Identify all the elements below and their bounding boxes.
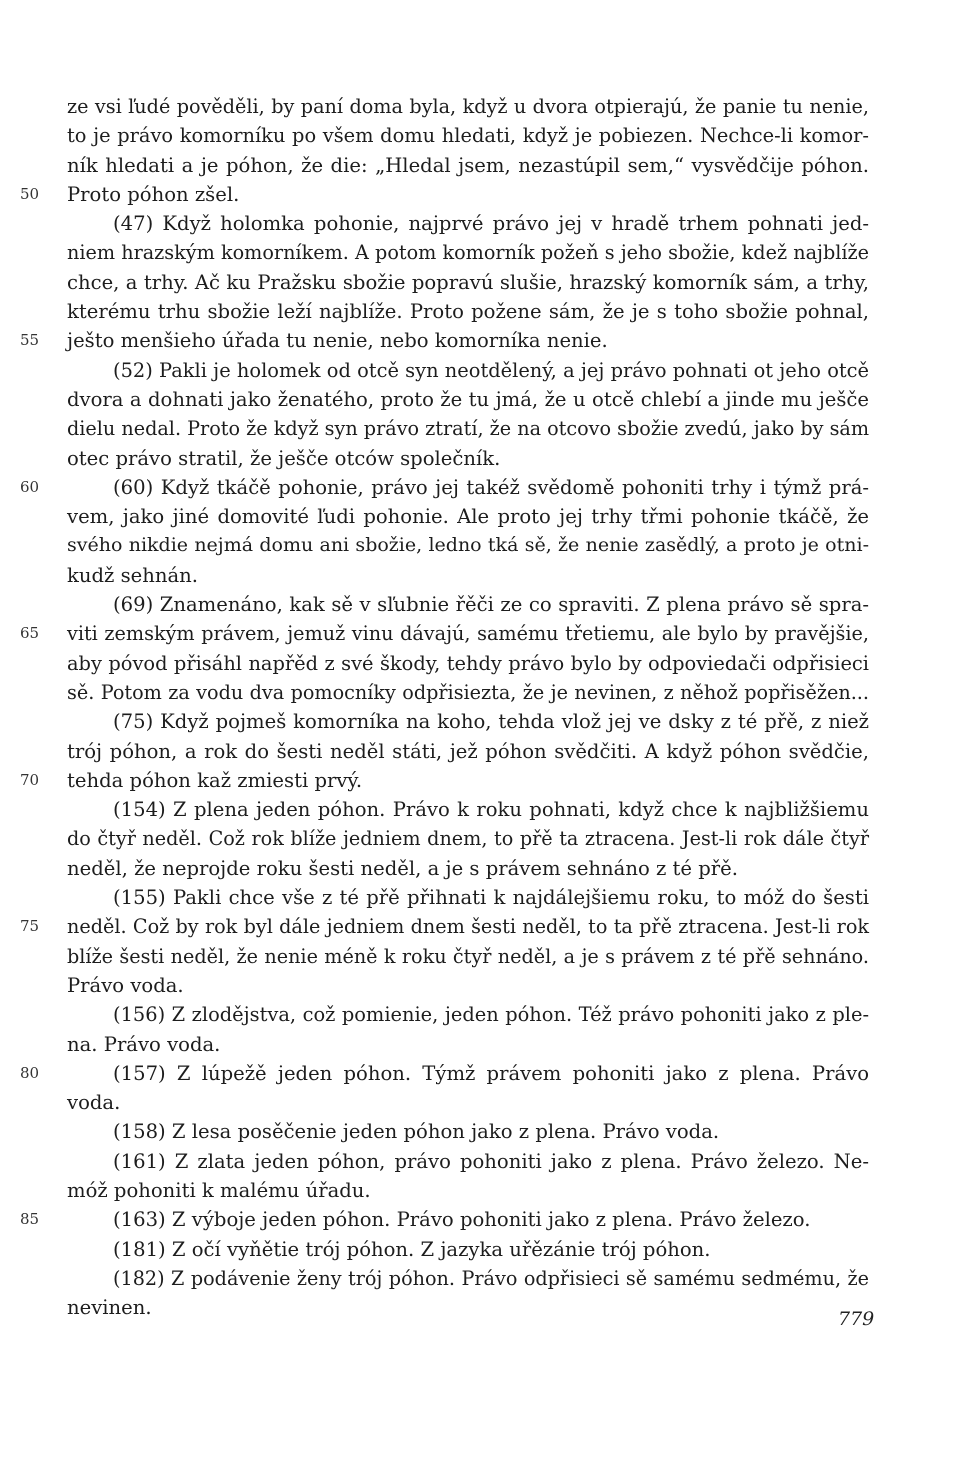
text-line: [0, 590, 960, 619]
text-line: [0, 824, 960, 853]
text-line: [0, 912, 960, 941]
text-line: [0, 121, 960, 150]
text-line: [0, 473, 960, 502]
line-number: 60: [20, 477, 40, 496]
line-text: neděl. Což by rok byl dále jedniem dnem šesti neděl, to ta přě ztracena. Jest-li rok: [67, 915, 869, 939]
text-line: [0, 1059, 960, 1088]
line-text: (158) Z lesa posěčenie jeden póhon jako z plena. Právo voda.: [113, 1120, 720, 1144]
text-body: [0, 92, 960, 1322]
line-text: tehda póhon kaž zmiesti prvý.: [67, 768, 363, 792]
text-line: [0, 1264, 960, 1293]
text-line: [0, 971, 960, 1000]
line-text: (47) Když holomka pohonie, najprvé právo jej v hradě trhem pohnati jed-: [113, 212, 869, 236]
line-text: (52) Pakli je holomek od otcě syn neotdělený, a jej právo pohnati ot jeho otcě: [113, 358, 869, 382]
line-text: (69) Znamenáno, kak sě v sľubnie řěči ze co spraviti. Z plena právo sě spra-: [113, 593, 869, 617]
line-number: 50: [20, 184, 40, 203]
text-line: [0, 444, 960, 473]
text-line: [0, 356, 960, 385]
line-text: do čtyř neděl. Což rok blíže jedniem dnem, to přě ta ztracena. Jest-li rok dále čtyř: [67, 827, 869, 851]
text-line: [0, 795, 960, 824]
text-line: [0, 561, 960, 590]
line-text: móž pohoniti k malému úřadu.: [67, 1178, 371, 1202]
line-text: Proto póhon zšel.: [67, 182, 240, 206]
line-text: aby póvod přisáhl napřěd z své škody, tehdy právo bylo by odpoviedači odpřisieci: [67, 651, 869, 675]
line-text: sě. Potom za vodu dva pomocníky odpřisiezta, že je nevinen, z něhož popřisěžen...: [67, 680, 869, 704]
text-line: [0, 766, 960, 795]
line-text: to je právo komorníku po všem domu hledati, když je pobiezen. Nechce-li komor-: [67, 124, 869, 148]
line-number: 75: [20, 917, 40, 936]
text-line: [0, 1293, 960, 1322]
text-line: [0, 238, 960, 267]
text-line: [0, 1000, 960, 1029]
line-number: 55: [20, 331, 40, 350]
line-text: (157) Z lúpežě jeden póhon. Týmž právem pohoniti jako z plena. Právo: [113, 1061, 869, 1085]
line-text: (75) Když pojmeš komorníka na koho, tehda vlož jej ve dsky z té přě, z niež: [113, 710, 869, 734]
text-line: [0, 619, 960, 648]
text-line: [0, 385, 960, 414]
line-text: trój póhon, a rok do šesti neděl státi, jež póhon svědčiti. A když póhon svědčie,: [67, 739, 869, 763]
line-text: vem, jako jiné domovité ľudi pohonie. Ale proto jej trhy třmi pohonie tkáčě, že: [67, 505, 869, 529]
text-line: [0, 268, 960, 297]
line-text: (156) Z zlodějstva, což pomienie, jeden póhon. Též právo pohoniti jako z ple-: [113, 1003, 869, 1027]
text-line: [0, 737, 960, 766]
line-text: ješto menšieho úřada tu nenie, nebo komorníka nenie.: [67, 329, 608, 353]
text-line: [0, 1030, 960, 1059]
line-text: ze vsi ľudé pověděli, by paní doma byla, když u dvora otpierajú, že panie tu nenie,: [67, 95, 869, 118]
text-line: [0, 1205, 960, 1234]
line-text: na. Právo voda.: [67, 1032, 221, 1056]
text-line: [0, 151, 960, 180]
line-text: ník hledati a je póhon, že die: „Hledal jsem, nezastúpil sem,“ vysvědčije póhon.: [67, 153, 869, 177]
line-text: Právo voda.: [67, 973, 184, 997]
line-text: chce, a trhy. Ač ku Pražsku sbožie popravú slušie, hrazský komorník sám, a trhy,: [67, 270, 869, 294]
text-line: [0, 1176, 960, 1205]
text-line: [0, 1147, 960, 1176]
line-text: kterému trhu sbožie leží najblíže. Proto požene sám, že je s toho sbožie pohnal,: [67, 300, 869, 324]
text-line: [0, 92, 960, 121]
text-line: [0, 326, 960, 355]
line-text: viti zemským právem, jemuž vinu dávajú, samému třetiemu, ale bylo by pravějšie,: [67, 622, 869, 646]
line-text: (182) Z podávenie ženy trój póhon. Právo odpřisieci sě samému sedmému, že: [113, 1266, 869, 1290]
page-number: 779: [838, 1308, 875, 1330]
line-text: blíže šesti neděl, že nenie méně k roku čtyř neděl, a je s právem z té přě sehnáno.: [67, 944, 869, 968]
text-line: [0, 1117, 960, 1146]
line-text: (155) Pakli chce vše z té přě přihnati k najdálejšiemu roku, to móž do šesti: [113, 886, 869, 910]
line-text: kudž sehnán.: [67, 563, 199, 587]
text-line: [0, 649, 960, 678]
line-number: 85: [20, 1210, 40, 1229]
text-line: [0, 502, 960, 531]
line-text: (154) Z plena jeden póhon. Právo k roku pohnati, když chce k najbližšiemu: [113, 798, 869, 822]
line-text: otec právo stratil, že ješče otców společník.: [67, 446, 501, 470]
text-line: [0, 942, 960, 971]
line-number: 70: [20, 770, 40, 789]
text-line: [0, 1088, 960, 1117]
text-line: [0, 209, 960, 238]
line-number: 65: [20, 624, 40, 643]
text-line: [0, 414, 960, 443]
text-line: [0, 1235, 960, 1264]
line-text: (161) Z zlata jeden póhon, právo pohoniti jako z plena. Právo železo. Ne-: [113, 1149, 869, 1173]
line-text: niem hrazským komorníkem. A potom komorník požeň s jeho sbožie, kdež najblíže: [67, 241, 869, 265]
text-line: [0, 883, 960, 912]
text-line: [0, 297, 960, 326]
line-text: dvora a dohnati jako ženatého, proto že tu jmá, že u otcě chlebí a jinde mu ješče: [67, 387, 869, 411]
line-number: 80: [20, 1063, 40, 1082]
text-line: [0, 854, 960, 883]
line-text: (163) Z výboje jeden póhon. Právo pohoniti jako z plena. Právo železo.: [113, 1208, 811, 1232]
line-text: (60) Když tkáčě pohonie, právo jej takéž svědomě pohoniti trhy i týmž prá-: [113, 475, 869, 499]
text-line: [0, 707, 960, 736]
line-text: nevinen.: [67, 1296, 152, 1320]
text-line: [0, 180, 960, 209]
line-text: dielu nedal. Proto že když syn právo ztratí, že na otcovo sbožie zvedú, jako by sám: [67, 417, 870, 441]
line-text: voda.: [67, 1091, 121, 1115]
text-line: [0, 531, 960, 560]
line-text: (181) Z očí vyňětie trój póhon. Z jazyka uřězánie trój póhon.: [113, 1237, 711, 1261]
line-text: neděl, že neprojde roku šesti neděl, a je s právem sehnáno z té přě.: [67, 856, 738, 880]
text-line: [0, 678, 960, 707]
line-text: svého nikdie nejmá domu ani sbožie, ledno tká sě, že nenie zasědlý, a proto je otni-: [67, 534, 869, 557]
